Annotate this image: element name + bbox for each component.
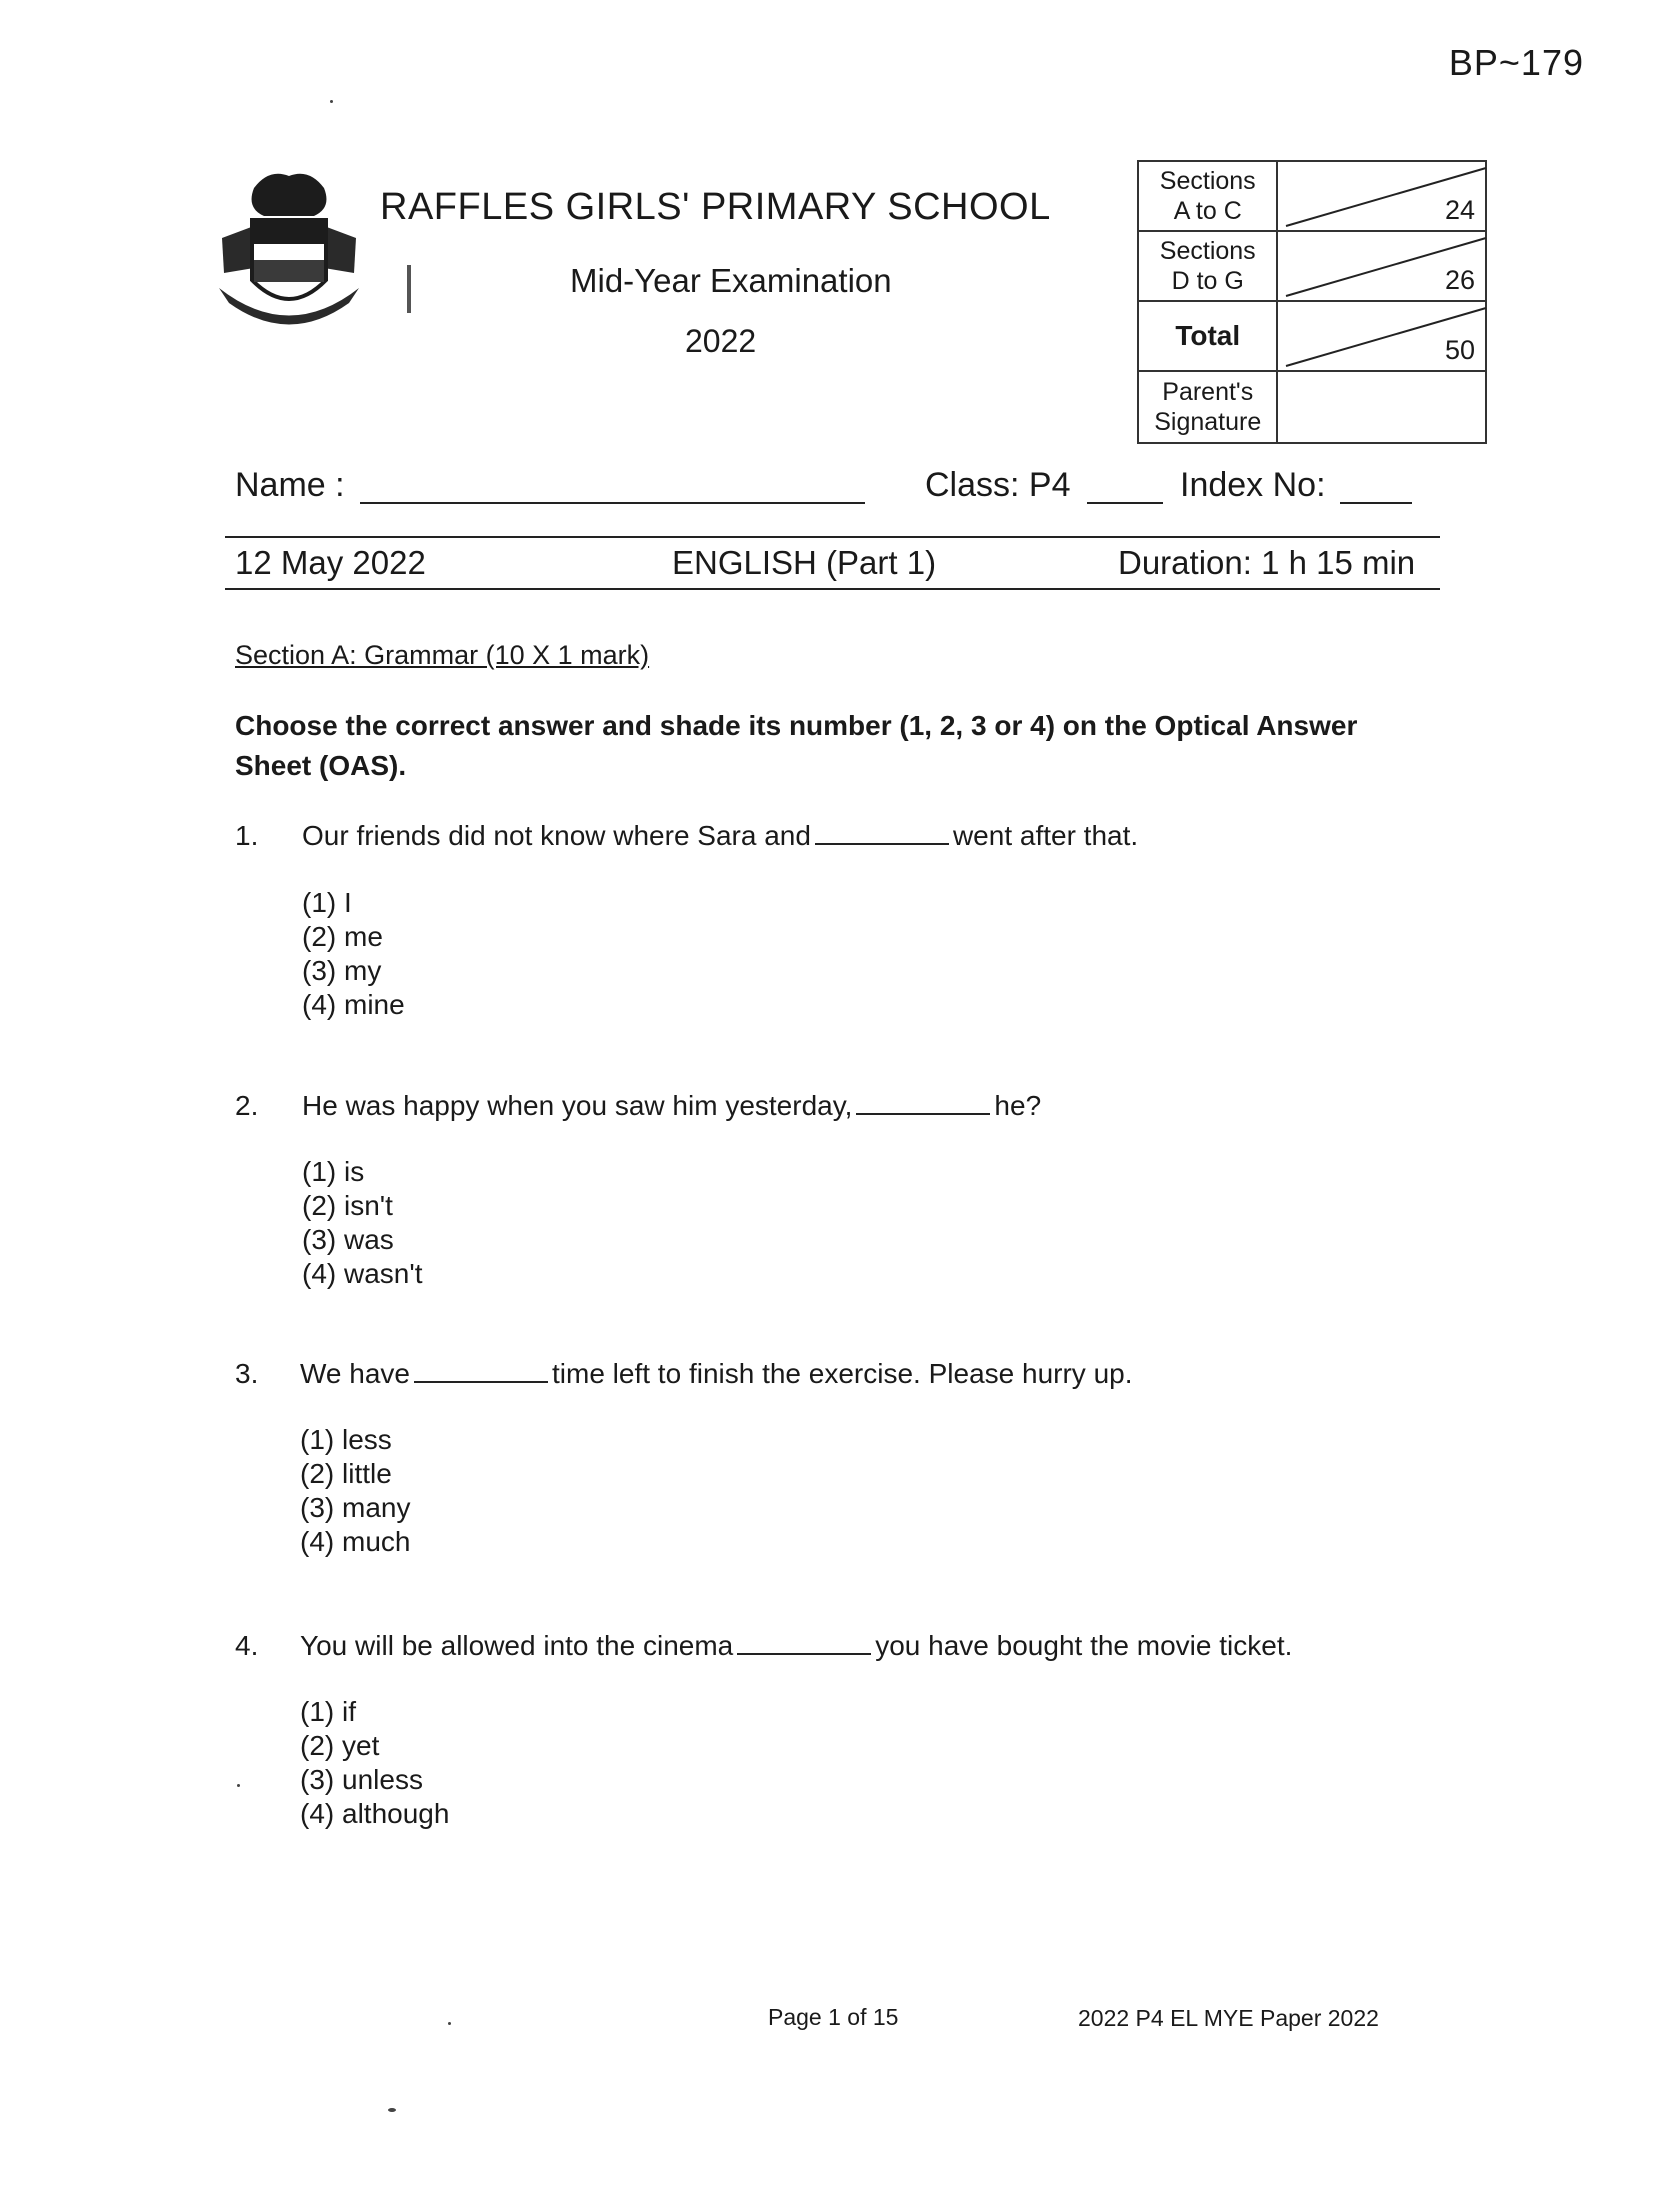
marks-label-line1: Sections (1159, 237, 1256, 265)
question-number: 2. (235, 1090, 259, 1121)
question-text-before: Our friends did not know where Sara and (302, 820, 811, 851)
marks-row-total (1138, 301, 1486, 371)
question-text-after: he? (994, 1090, 1042, 1121)
index-field[interactable] (1340, 502, 1412, 504)
option: (1) I (302, 887, 352, 918)
marks-cell (1277, 161, 1486, 231)
signature-label (1138, 371, 1277, 443)
option: (4) wasn't (302, 1258, 423, 1289)
option: (3) unless (300, 1764, 423, 1795)
option: (2) isn't (302, 1190, 393, 1221)
option: (2) little (300, 1458, 392, 1489)
signature-label-line2: Signature (1154, 408, 1262, 436)
answer-blank (856, 1091, 990, 1115)
exam-duration: Duration: 1 h 15 min (1118, 544, 1416, 581)
marks-row-sections-a-c (1138, 161, 1486, 231)
marks-label (1138, 161, 1277, 231)
answer-blank (414, 1359, 548, 1383)
options-list (302, 886, 405, 1022)
option: (1) is (302, 1156, 365, 1187)
scan-speck (330, 100, 333, 103)
option: (1) if (300, 1696, 356, 1727)
option: (3) many (300, 1492, 411, 1523)
marks-label-line2: A to C (1173, 197, 1242, 225)
option: (2) me (302, 921, 383, 952)
exam-title: Mid-Year Examination (570, 262, 892, 299)
class-field[interactable] (1087, 502, 1163, 504)
max-marks: 26 (1444, 265, 1475, 295)
signature-cell[interactable] (1277, 371, 1486, 443)
options-list (300, 1423, 410, 1559)
option: (2) yet (300, 1730, 380, 1761)
marks-cell (1277, 231, 1486, 301)
answer-blank (815, 821, 949, 845)
option: (4) although (300, 1798, 450, 1829)
divider (225, 588, 1440, 590)
options-list (300, 1695, 449, 1831)
question-text-after: you have bought the movie ticket. (875, 1630, 1293, 1661)
question-text (302, 820, 1138, 852)
question-text-after: time left to finish the exercise. Please hurry up. (552, 1358, 1133, 1389)
document-code: BP~179 (1448, 42, 1584, 83)
options-list (302, 1155, 423, 1291)
question-text-before: We have (300, 1358, 410, 1389)
max-marks: 50 (1444, 335, 1475, 365)
divider (225, 536, 1440, 538)
marks-row-signature (1138, 371, 1486, 443)
scan-speck (448, 2022, 451, 2025)
scan-speck (237, 1784, 240, 1787)
option: (4) much (300, 1526, 411, 1557)
paper-code: 2022 P4 EL MYE Paper 2022 (1078, 2005, 1379, 2031)
paper-title: ENGLISH (Part 1) (672, 544, 937, 581)
exam-date: 12 May 2022 (235, 544, 426, 581)
marks-label-line1: Sections (1159, 167, 1256, 195)
marks-row-sections-d-g (1138, 231, 1486, 301)
class-label: Class: P4 (925, 466, 1071, 504)
question-number: 1. (235, 820, 259, 851)
marks-label-line2: D to G (1171, 267, 1244, 295)
question-text-before: He was happy when you saw him yesterday, (302, 1090, 853, 1121)
page-number: Page 1 of 15 (768, 2004, 899, 2030)
option: (3) my (302, 955, 382, 986)
school-name: RAFFLES GIRLS' PRIMARY SCHOOL (380, 186, 1051, 228)
option: (4) mine (302, 989, 405, 1020)
question-text (300, 1358, 1133, 1390)
question-text-before: You will be allowed into the cinema (300, 1630, 734, 1661)
scan-mark (405, 265, 413, 313)
school-crest-logo (214, 168, 364, 338)
marks-cell (1277, 301, 1486, 371)
name-field[interactable] (360, 502, 865, 504)
question-text (302, 1090, 1041, 1122)
option: (3) was (302, 1224, 394, 1255)
section-title: Section A: Grammar (10 X 1 mark) (235, 640, 650, 670)
exam-year: 2022 (685, 323, 757, 359)
name-label: Name : (235, 466, 345, 504)
answer-blank (737, 1631, 871, 1655)
index-label: Index No: (1180, 466, 1326, 504)
max-marks: 24 (1444, 195, 1475, 225)
marks-table (1137, 160, 1487, 444)
question-text (300, 1630, 1292, 1662)
marks-label-total: Total (1138, 301, 1277, 371)
instructions: Choose the correct answer and shade its number (1, 2, 3 or 4) on the Optical Answer Sheet (OAS). (235, 710, 1358, 781)
question-number: 3. (235, 1358, 259, 1389)
question-number: 4. (235, 1630, 259, 1661)
scan-speck (388, 2108, 396, 2112)
student-details-row (235, 462, 1435, 512)
question-text-after: went after that. (952, 820, 1139, 851)
option: (1) less (300, 1424, 392, 1455)
marks-label (1138, 231, 1277, 301)
signature-label-line1: Parent's (1162, 378, 1254, 406)
